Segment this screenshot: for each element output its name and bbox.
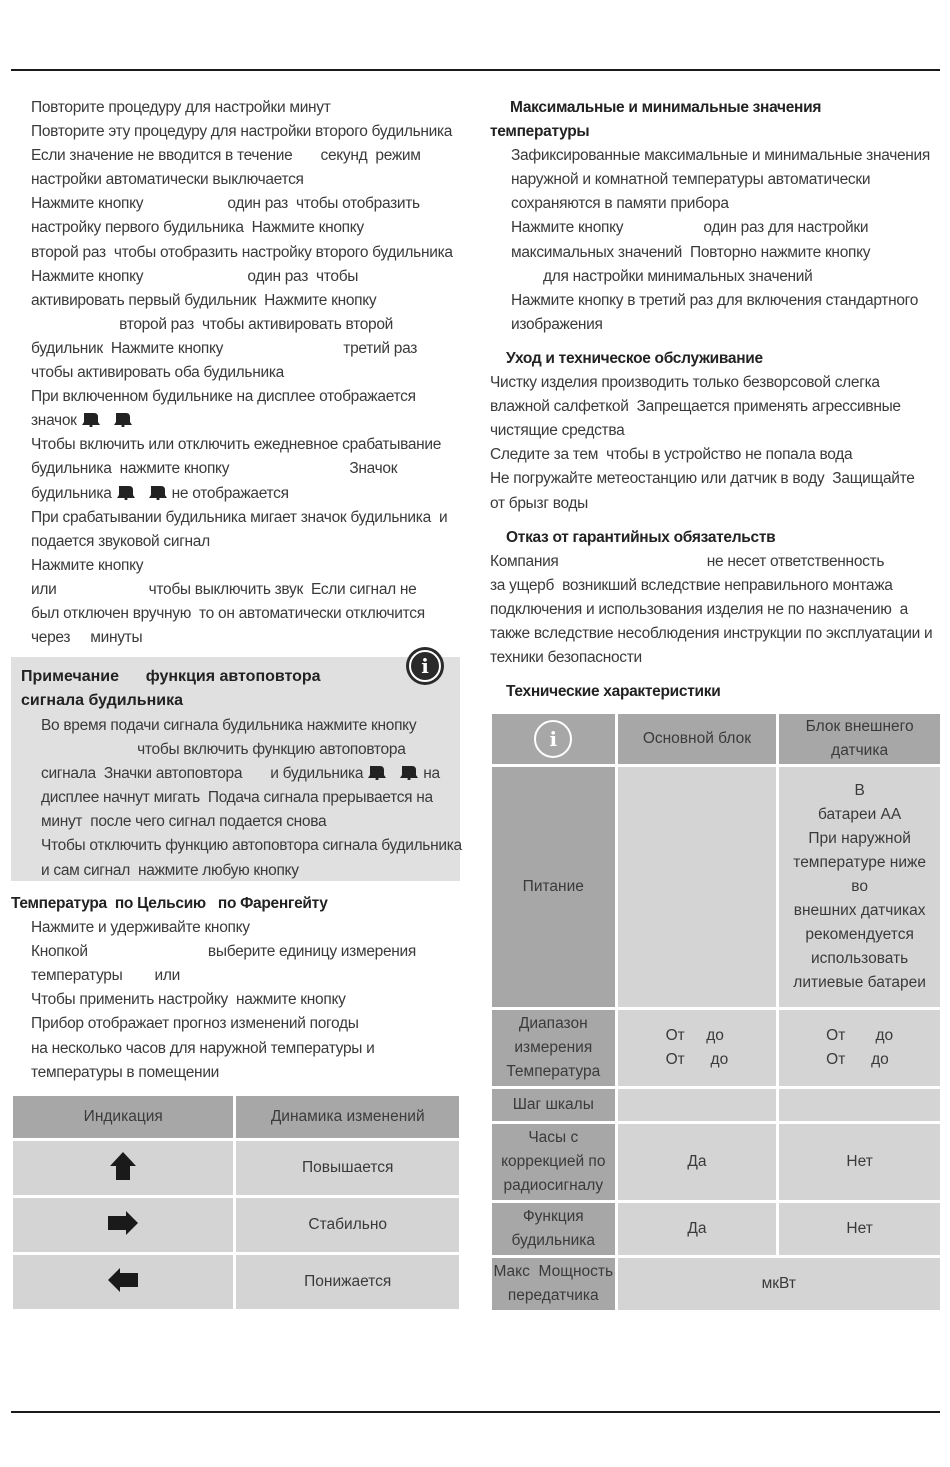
maxmin-heading-cont: температуры [490,123,590,141]
text-line: Кнопкой выберите единицу измерения [31,943,416,961]
care-heading: Уход и техническое обслуживание [490,349,763,367]
power-tx-value: мкВт [618,1258,940,1310]
cell-line: От до [665,1027,724,1044]
text-line: Не погружайте метеостанцию или датчик в воду Защищайте [490,470,915,488]
text-line: на несколько часов для наружной температуры и [31,1039,375,1057]
text-line: максимальных значений Повторно нажмите кнопку [511,243,871,261]
cell-line: использовать [810,950,909,967]
range-main [618,1010,777,1086]
specs-heading: Технические характеристики [490,683,721,701]
text-line: наружной и комнатной температуры автоматически [511,171,871,189]
power-label: Питание [492,767,615,1007]
text-line: активировать первый будильник Нажмите кнопку [31,291,377,309]
note-title: Примечание функция автоповтора сигнала будильника [21,668,321,709]
text-line: Если значение не вводится в течение секунд режим [31,147,421,165]
text-line: подключения и использования изделия не по назначению а [490,600,908,618]
alarm-icons-line-2: будильника не отображается [31,484,289,502]
text-line: Повторите эту процедуру для настройки второго будильника [31,123,453,141]
table-row [13,1255,459,1309]
temperature-heading: Температура по Цельсию по Фаренгейту [11,895,328,912]
table-row [13,1198,459,1252]
text-line: чистящие средства [490,422,625,440]
text-line: Нажмите кнопку один раз для настройки [511,219,869,237]
cell-line: Часы с [528,1129,579,1146]
bottom-rule [11,1411,940,1413]
specs-header-main: Основной блок [618,714,777,764]
text-line: Нажмите и удерживайте кнопку [31,919,250,937]
text-line: При срабатывании будильника мигает значок будильника и [31,508,448,526]
text-line: Зафиксированные максимальные и минимальные значения [511,147,931,165]
text-line: для настройки минимальных значений [511,267,813,285]
text-line: чтобы активировать оба будильника [31,364,284,382]
cell-line: температуре ниже [793,854,926,871]
arrow-right-icon [13,1198,233,1252]
note-line: Чтобы отключить функцию автоповтора сигнала будильника [41,837,462,855]
bell-icon [367,764,387,780]
right-column [490,96,940,704]
arrow-up-icon [13,1141,233,1195]
temperature-section [11,892,461,1085]
text-line: за ущерб возникший вследствие неправильного монтажа [490,576,893,594]
bell-icon [113,411,133,427]
text-line: Чтобы включить или отключить ежедневное срабатывание [31,436,442,454]
clock-ext: Нет [779,1124,940,1200]
cell-line: Макс Мощность [493,1263,614,1280]
cell-line: рекомендуется [805,926,914,943]
note-body [41,714,462,883]
clock-label [492,1124,615,1200]
range-label [492,1010,615,1086]
text-line: Нажмите кнопку один раз чтобы отобразить [31,195,420,213]
alarm-icons-line: значок [31,409,461,433]
text-line: будильника нажмите кнопку Значок [31,460,398,478]
text-line: Нажмите кнопку [31,556,144,574]
text-line: второй раз чтобы активировать второй [31,315,394,333]
text-line: будильник Нажмите кнопку третий раз [31,339,418,357]
info-icon: i [406,647,444,685]
cell-line: измерения [514,1039,593,1056]
text-line: был отключен вручную то он автоматически отключится [31,604,425,622]
text-line: или чтобы выключить звук Если сигнал не [31,580,417,598]
top-rule [11,69,940,71]
cell-line: От до [826,1027,894,1044]
cell-line: передатчика [507,1287,599,1304]
text-line: Нажмите кнопку один раз чтобы [31,267,359,285]
power-tx-label [492,1258,615,1310]
cell-line: От до [826,1051,889,1068]
text-line: температуры в помещении [31,1063,220,1081]
cell-line: коррекцией по [501,1153,606,1170]
text-line: Следите за тем чтобы в устройство не попала вода [490,446,853,464]
table-row [492,767,940,1007]
text-line: Повторите процедуру для настройки минут [31,99,331,116]
cell-line: В [854,782,865,799]
text-line: через минуты [31,629,143,647]
text-line: Компания не несет ответственность [490,552,885,570]
text-line: Прибор отображает прогноз изменений погоды [31,1015,359,1033]
alarm-label [492,1203,615,1255]
step-ext [779,1089,940,1121]
text-line: настройку первого будильника Нажмите кнопку [31,219,364,237]
text-line: При включенном будильнике на дисплее отображается [31,388,416,406]
table-row [13,1141,459,1195]
alarm-ext: Нет [779,1203,940,1255]
left-column [31,96,461,650]
table-row [492,1010,940,1086]
bell-icon [116,484,136,500]
text-line: Чтобы применить настройку нажмите кнопку [31,991,346,1009]
cell-line: будильника [511,1232,596,1249]
info-icon: i [534,720,572,758]
note-line: Во время подачи сигнала будильника нажмите кнопку [41,717,417,734]
trend-header-dynamics: Динамика изменений [236,1096,459,1138]
cell-line: При наружной [808,830,911,847]
specs-table [489,711,943,1313]
warranty-heading: Отказ от гарантийных обязательств [490,528,776,546]
note-line: и сам сигнал нажмите любую кнопку [41,861,299,879]
text-line: также вследствие несоблюдения инструкции по эксплуатации и [490,624,933,642]
specs-header-ext: Блок внешнего датчика [779,714,940,764]
cell-line: во [851,878,868,895]
clock-main: Да [618,1124,777,1200]
note-line: дисплее начнут мигать Подача сигнала прерывается на [41,789,433,807]
maxmin-heading: Максимальные и минимальные значения [490,99,822,116]
cell-line: От до [665,1051,729,1068]
text-line: изображения [511,315,603,333]
table-row [492,1124,940,1200]
bell-icon [399,764,419,780]
text-line: влажной салфеткой Запрещается применять агрессивные [490,398,901,416]
step-main [618,1089,777,1121]
text-line: настройки автоматически выключается [31,171,304,189]
text-line: Чистку изделия производить только безворсовой слегка [490,374,880,392]
trend-header-indication: Индикация [13,1096,233,1138]
power-main [618,767,777,1007]
text-line: Нажмите кнопку в третий раз для включения стандартного [511,291,919,309]
bell-icon [81,411,101,427]
text-line: второй раз чтобы отобразить настройку второго будильника [31,243,453,261]
cell-line: внешних датчиках [793,902,926,919]
text-line: техники безопасности [490,649,642,667]
note-icons-line: сигнала Значки автоповтора и будильника на [41,765,440,783]
bell-icon [148,484,168,500]
alarm-main: Да [618,1203,777,1255]
arrow-left-icon [13,1255,233,1309]
text-line: сохраняются в памяти прибора [511,195,729,213]
table-row [492,1089,940,1121]
power-ext [779,767,940,1007]
step-label: Шаг шкалы [492,1089,615,1121]
table-row [492,1203,940,1255]
note-line: минут после чего сигнал подается снова [41,813,327,831]
cell-line: радиосигналу [503,1177,604,1194]
trend-label: Стабильно [236,1198,459,1252]
specs-header-icon-cell [492,714,615,764]
note-box [11,654,462,881]
cell-line: Функция [522,1208,584,1225]
cell-line: Диапазон [518,1015,588,1032]
cell-line: батареи AA [818,806,902,823]
text-line: температуры или [31,967,180,985]
text-line: подается звуковой сигнал [31,532,210,550]
trend-table [10,1093,462,1312]
trend-label: Понижается [236,1255,459,1309]
range-ext [779,1010,940,1086]
note-line: чтобы включить функцию автоповтора [41,741,406,759]
table-row [492,1258,940,1310]
trend-label: Повышается [236,1141,459,1195]
text-line: от брызг воды [490,494,589,512]
cell-line: Температура [506,1063,601,1080]
cell-line: литиевые батареи [793,974,926,991]
